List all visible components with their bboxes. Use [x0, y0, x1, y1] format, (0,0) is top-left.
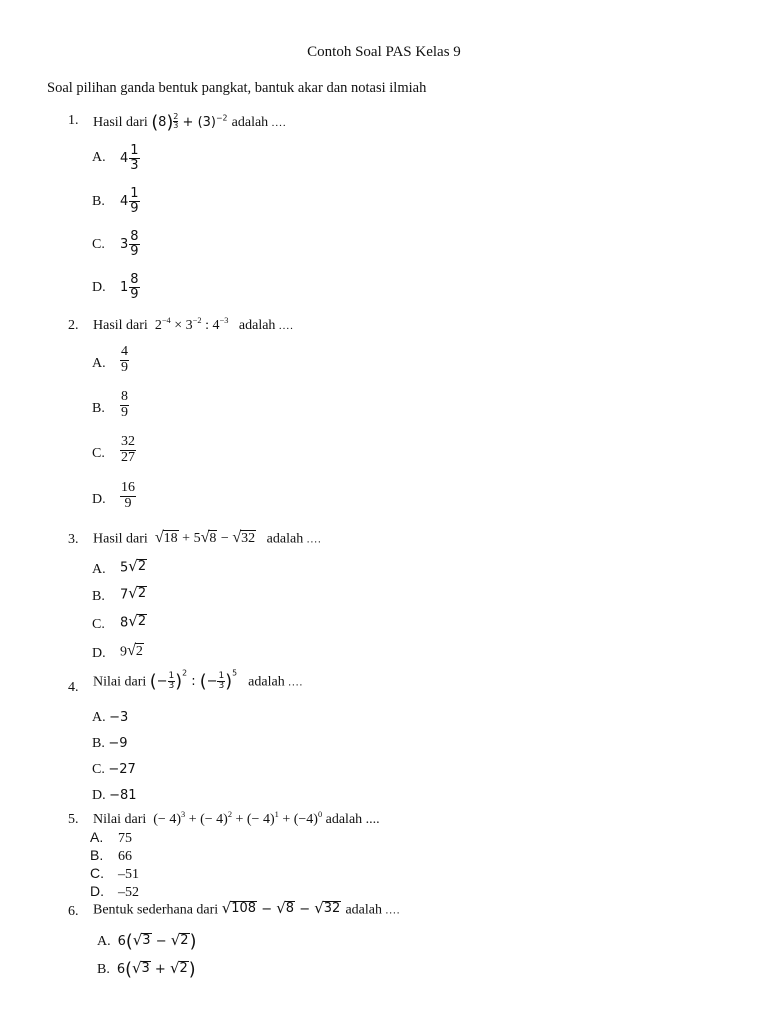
q1-option-d-letter: D. — [92, 280, 106, 295]
q4-option-b[interactable]: B. −9 — [92, 736, 128, 751]
q2-option-a[interactable]: $\frac{4}{9}$ — [121, 344, 128, 375]
q2-option-c[interactable]: $\frac{32}{27}$ — [121, 434, 135, 465]
q3-option-d-letter: D. — [92, 646, 106, 661]
q4-stem — [93, 669, 304, 693]
q1-dots: .... — [271, 117, 287, 130]
q2-prefix: Hasil dari — [93, 318, 148, 333]
q4-option-a[interactable]: A. −3 — [92, 710, 129, 725]
q1-number: 1. — [68, 113, 79, 128]
q4-option-d[interactable]: D. −81 — [92, 788, 137, 803]
q6-number: 6. — [68, 904, 79, 919]
q4-option-c[interactable]: C. −27 — [92, 762, 136, 777]
q3-stem — [93, 530, 322, 547]
q3-option-b-letter: B. — [92, 589, 105, 604]
q5-prefix: Nilai dari — [93, 812, 147, 827]
q1-stem — [93, 113, 287, 133]
q2-option-d-letter: D. — [92, 492, 106, 507]
q3-suffix: adalah — [266, 531, 304, 547]
q2-option-d[interactable]: $\frac{16}{9}$ — [121, 480, 135, 511]
q6-prefix: Bentuk sederhana dari — [93, 902, 219, 918]
q4-suffix: adalah — [248, 674, 285, 690]
q3-option-a-letter: A. — [92, 562, 106, 577]
q3-option-d[interactable]: 9 √ 2 — [120, 642, 143, 660]
document-subtitle: Soal pilihan ganda bentuk pangkat, bantuk akar dan notasi ilmiah — [47, 80, 427, 96]
q2-stem — [93, 318, 294, 334]
q1-option-a[interactable]: 4 $\frac{1}{3}$ — [120, 143, 139, 173]
q2-dots: .... — [278, 320, 294, 332]
q1-option-c[interactable]: 3 $\frac{8}{9}$ — [120, 229, 139, 259]
q5-option-b[interactable]: B. 66 — [90, 847, 132, 864]
q2-suffix: adalah — [238, 318, 276, 333]
q1-suffix: adalah — [231, 115, 269, 131]
q6-expression: √ 108 − √ 8 − √ 32 — [221, 899, 341, 918]
q6-dots: .... — [385, 904, 401, 917]
q3-prefix: Hasil dari — [93, 531, 148, 547]
q3-option-c[interactable]: 8 √ 2 — [120, 612, 147, 631]
q5-option-d[interactable]: D. –52 — [90, 883, 139, 900]
q1-prefix: Hasil dari — [93, 115, 148, 131]
q2-option-b-letter: B. — [92, 401, 105, 416]
q3-expression: √ 18 + 5 √ 8 − √ 32 — [154, 529, 256, 547]
q3-dots: .... — [306, 533, 322, 546]
q2-expression: $2^{-4} \times 3^{-2}$ : $4^{-3}$ — [154, 316, 229, 333]
document-title: Contoh Soal PAS Kelas 9 — [307, 44, 461, 60]
q6-stem — [93, 901, 400, 918]
q3-number: 3. — [68, 532, 79, 547]
q1-expression: (8) $\frac{2}{3}$ + $(3)^{-2}$ — [151, 112, 228, 134]
q1-option-d[interactable]: 1 $\frac{8}{9}$ — [120, 272, 139, 302]
q1-option-b[interactable]: 4 $\frac{1}{9}$ — [120, 186, 139, 216]
q6-option-b[interactable]: B. 6( √ 3 + √ 2 ) — [97, 958, 196, 980]
q4-prefix: Nilai dari — [93, 674, 147, 690]
q1-option-a-letter: A. — [92, 150, 106, 165]
q5-suffix: adalah .... — [325, 812, 380, 827]
q4-number: 4. — [68, 680, 79, 695]
q5-stem — [93, 812, 380, 828]
q1-option-c-letter: C. — [92, 237, 105, 252]
q6-suffix: adalah — [345, 902, 382, 918]
q3-option-a[interactable]: 5 √ 2 — [120, 557, 147, 576]
q2-option-c-letter: C. — [92, 446, 105, 461]
q3-option-b[interactable]: 7 √ 2 — [120, 584, 147, 603]
q4-dots: .... — [288, 676, 304, 689]
q1-option-b-letter: B. — [92, 194, 105, 209]
q5-expression: (− 4)$^3$ + (− 4)$^2$ + (− $4)^1 + (-4)^0$ — [153, 810, 323, 827]
q4-expression: (− $\frac{1}{3}$ )$^2$ : (− $\frac{1}{3}$ )$^5$ — [149, 669, 238, 693]
q5-option-a[interactable]: A. 75 — [90, 829, 132, 846]
q5-number: 5. — [68, 812, 79, 827]
q6-option-a[interactable]: A. 6( √ 3 − √ 2 ) — [97, 930, 197, 952]
q2-number: 2. — [68, 318, 79, 333]
q2-option-b[interactable]: $\frac{8}{9}$ — [121, 389, 128, 420]
q5-option-c[interactable]: C. –51 — [90, 865, 139, 882]
q2-option-a-letter: A. — [92, 356, 106, 371]
q3-option-c-letter: C. — [92, 617, 105, 632]
